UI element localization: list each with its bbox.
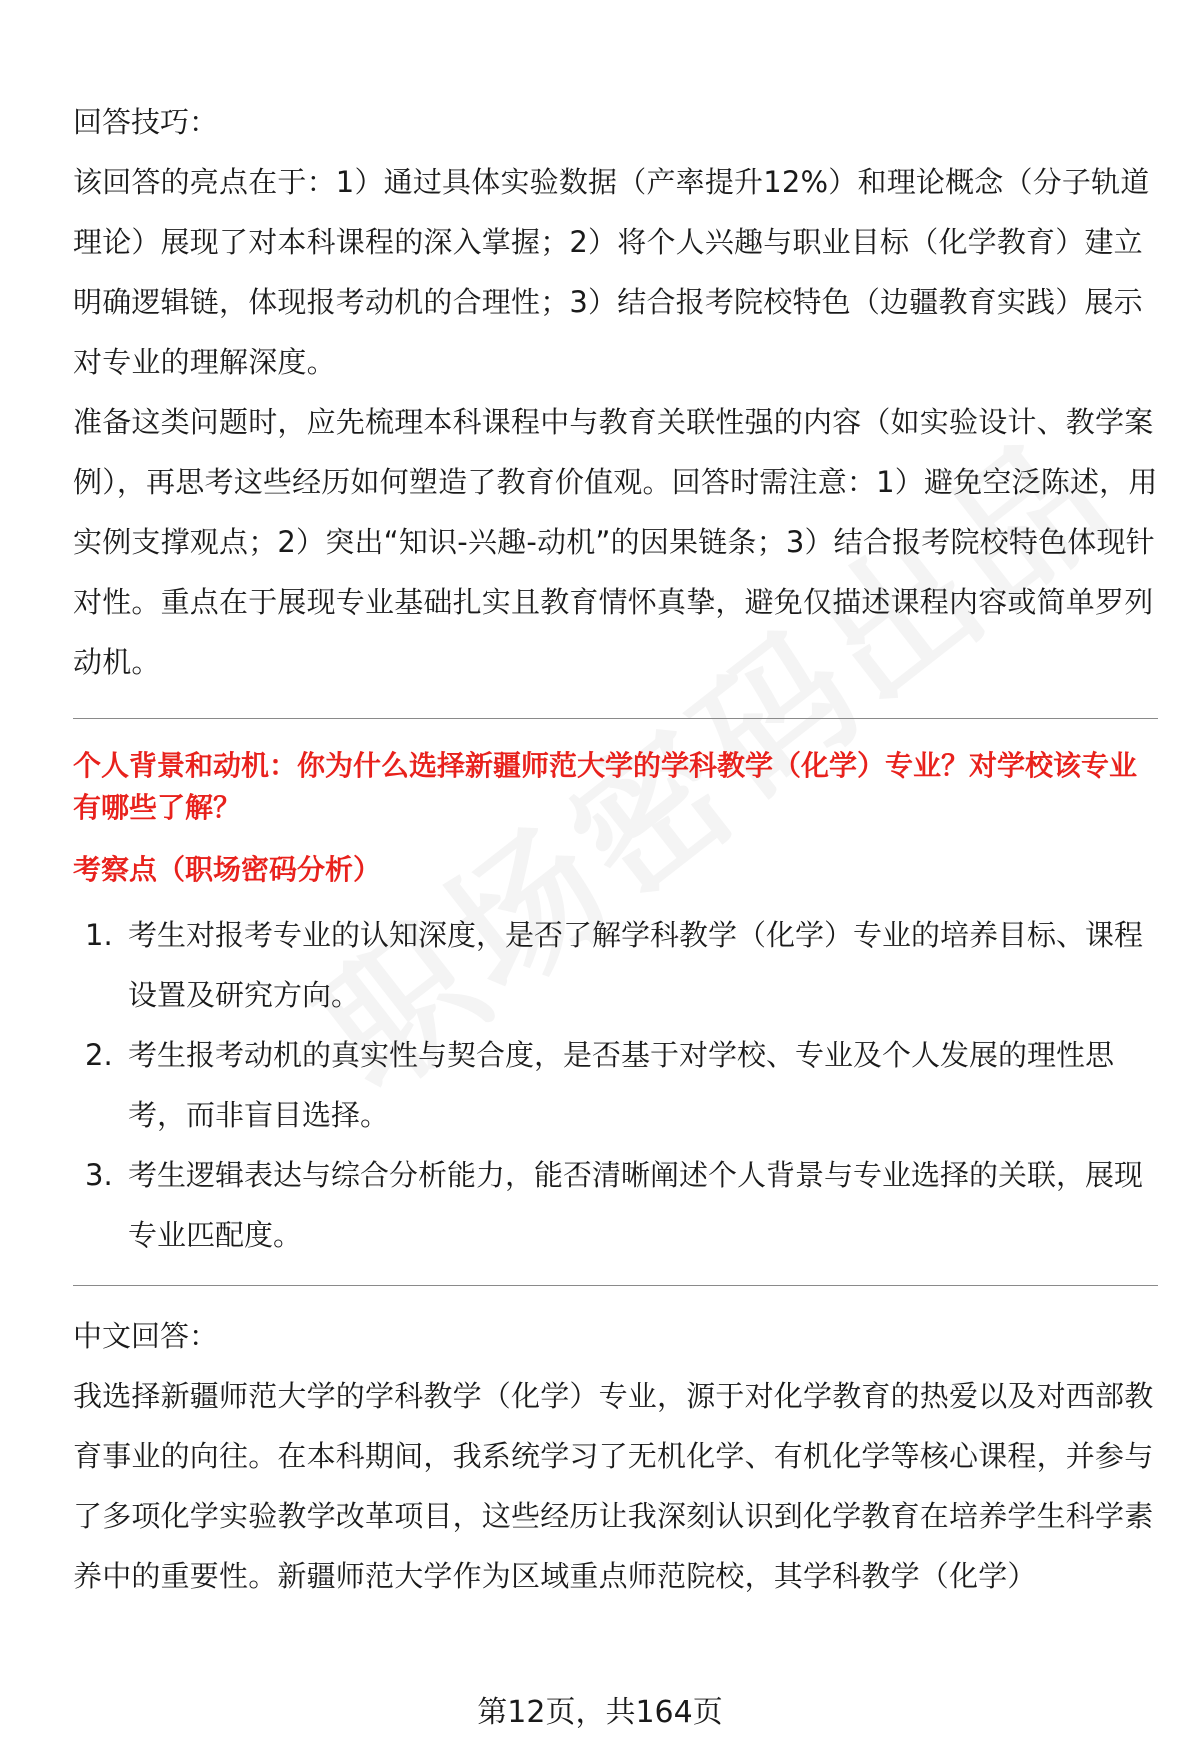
- tips-section: [73, 92, 1158, 692]
- question-title: 个人背景和动机：你为什么选择新疆师范大学的学科教学（化学）专业？对学校该专业有哪些了解？: [73, 749, 1138, 824]
- answer-section: [73, 1306, 1158, 1606]
- tips-label: 回答技巧：: [73, 105, 219, 139]
- list-item-text: 考生逻辑表达与综合分析能力，能否清晰阐述个人背景与专业选择的关联，展现专业匹配度。: [128, 1158, 1144, 1252]
- list-item-text: 考生对报考专业的认知深度，是否了解学科教学（化学）专业的培养目标、课程设置及研究方向。: [128, 918, 1144, 1012]
- list-item: [73, 1025, 1158, 1145]
- list-item-number: 1.: [85, 918, 113, 952]
- tips-paragraph-1: 该回答的亮点在于：1）通过具体实验数据（产率提升12%）和理论概念（分子轨道理论）展现了对本科课程的深入掌握；2）将个人兴趣与职业目标（化学教育）建立明确逻辑链，体现报考动机的合理性；3）结合报考院校特色（边疆教育实践）展示对专业的理解深度。: [73, 165, 1150, 379]
- answer-label: 中文回答：: [73, 1319, 219, 1353]
- list-item-number: 3.: [85, 1158, 113, 1192]
- list-item-number: 2.: [85, 1038, 113, 1072]
- exam-points-label: 考察点（职场密码分析）: [73, 853, 382, 886]
- page-number: 第12页，共164页: [477, 1695, 723, 1730]
- page-content: [73, 92, 1158, 1606]
- list-item: [73, 1145, 1158, 1265]
- question-section: [73, 745, 1158, 1265]
- answer-paragraph: 我选择新疆师范大学的学科教学（化学）专业，源于对化学教育的热爱以及对西部教育事业的向往。在本科期间，我系统学习了无机化学、有机化学等核心课程，并参与了多项化学实验教学改革项目，这些经历让我深刻认识到化学教育在培养学生科学素养中的重要性。新疆师范大学作为区域重点师范院校，其学科教学（化学）: [73, 1379, 1154, 1593]
- exam-points-list: [73, 905, 1158, 1265]
- list-item: [73, 905, 1158, 1025]
- tips-paragraph-2: 准备这类问题时，应先梳理本科课程中与教育关联性强的内容（如实验设计、教学案例），再思考这些经历如何塑造了教育价值观。回答时需注意：1）避免空泛陈述，用实例支撑观点；2）突出“知识-兴趣-动机”的因果链条；3）结合报考院校特色体现针对性。重点在于展现专业基础扎实且教育情怀真挚，避免仅描述课程内容或简单罗列动机。: [73, 405, 1158, 679]
- list-item-text: 考生报考动机的真实性与契合度，是否基于对学校、专业及个人发展的理性思考，而非盲目选择。: [128, 1038, 1115, 1132]
